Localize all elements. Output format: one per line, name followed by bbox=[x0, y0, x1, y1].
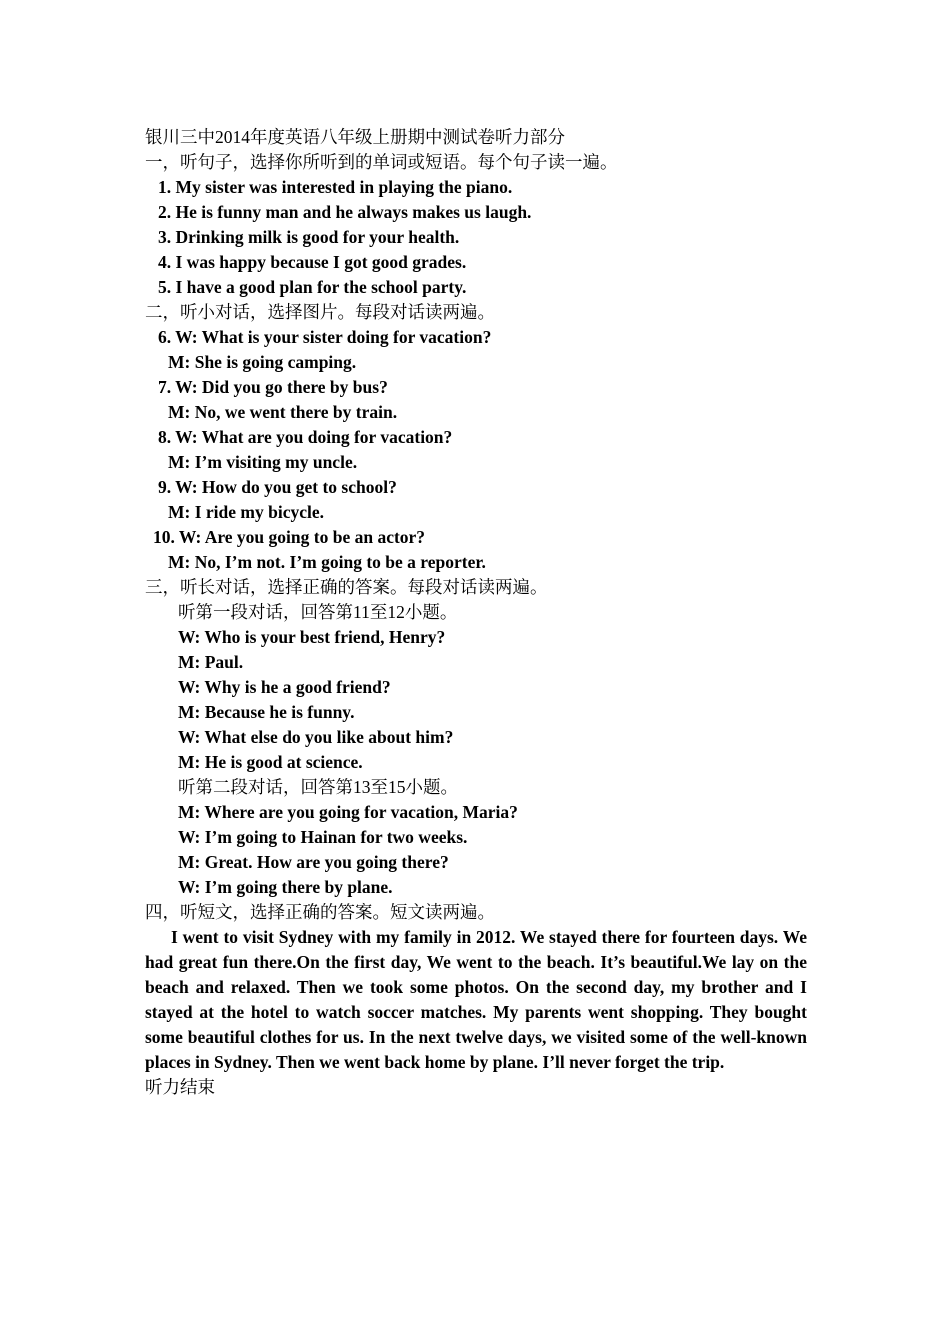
dialog-answer: M: No, we went there by train. bbox=[168, 402, 398, 422]
dialog-answer: M: I ride my bicycle. bbox=[168, 502, 324, 522]
section3-heading: 三，听长对话，选择正确的答案。每段对话读两遍。 bbox=[145, 577, 548, 597]
dialog-question: 9. W: How do you get to school? bbox=[158, 477, 397, 497]
dialog-line: W: I’m going there by plane. bbox=[178, 877, 393, 897]
dialog-line: M: Where are you going for vacation, Maria? bbox=[178, 802, 518, 822]
dialog-line: M: Great. How are you going there? bbox=[178, 852, 449, 872]
section2-heading: 二，听小对话，选择图片。每段对话读两遍。 bbox=[145, 302, 495, 322]
part1-intro-text: 听第一段对话，回答第11至12小题。 bbox=[178, 602, 458, 622]
dialog-answer: M: She is going camping. bbox=[168, 352, 357, 372]
dialog-question: 6. W: What is your sister doing for vacation? bbox=[158, 327, 492, 347]
document-title: 银川三中2014年度英语八年级上册期中测试卷听力部分 bbox=[145, 127, 565, 147]
section4-heading: 四，听短文，选择正确的答案。短文读两遍。 bbox=[145, 902, 495, 922]
dialog-question: 10. W: Are you going to be an actor? bbox=[153, 527, 426, 547]
dialog-line: W: Why is he a good friend? bbox=[178, 677, 391, 697]
sentence-item: 4. I was happy because I got good grades. bbox=[158, 252, 467, 272]
part2-intro bbox=[145, 775, 807, 800]
passage-text: I went to visit Sydney with my family in 2012. We stayed there for fourteen days. We had great fun there.On the first day, We went to the beach. It’s beautiful.We lay on the beach and relaxed. Then we took some photos. On the second day, my brother and I stayed at the hotel to watch soccer matches. My parents went shopping. They bought some beautiful clothes for us. In the next twelve days, we visited some of the well-known places in Sydney. Then we went back home by plane. I’ll never forget the trip. bbox=[145, 927, 807, 1072]
dialog-question: 7. W: Did you go there by bus? bbox=[158, 377, 388, 397]
sentence-item: 5. I have a good plan for the school party. bbox=[158, 277, 467, 297]
dialog-line: W: What else do you like about him? bbox=[178, 727, 454, 747]
sentence-item: 3. Drinking milk is good for your health. bbox=[158, 227, 460, 247]
dialog-answer: M: I’m visiting my uncle. bbox=[168, 452, 358, 472]
dialog-line: M: He is good at science. bbox=[178, 752, 363, 772]
dialog-line: M: Because he is funny. bbox=[178, 702, 355, 722]
dialog-question: 8. W: What are you doing for vacation? bbox=[158, 427, 453, 447]
dialog-line: W: Who is your best friend, Henry? bbox=[178, 627, 446, 647]
ending-text: 听力结束 bbox=[145, 1077, 215, 1097]
dialog-line: M: Paul. bbox=[178, 652, 244, 672]
dialog-answer: M: No, I’m not. I’m going to be a reporter. bbox=[168, 552, 486, 572]
section1-heading: 一，听句子，选择你所听到的单词或短语。每个句子读一遍。 bbox=[145, 152, 618, 172]
part1-intro bbox=[145, 600, 807, 625]
document-page bbox=[145, 125, 807, 1100]
sentence-item: 1. My sister was interested in playing the piano. bbox=[158, 177, 513, 197]
part2-intro-text: 听第二段对话，回答第13至15小题。 bbox=[178, 777, 458, 797]
dialog-line: W: I’m going to Hainan for two weeks. bbox=[178, 827, 468, 847]
sentence-item: 2. He is funny man and he always makes us laugh. bbox=[158, 202, 532, 222]
